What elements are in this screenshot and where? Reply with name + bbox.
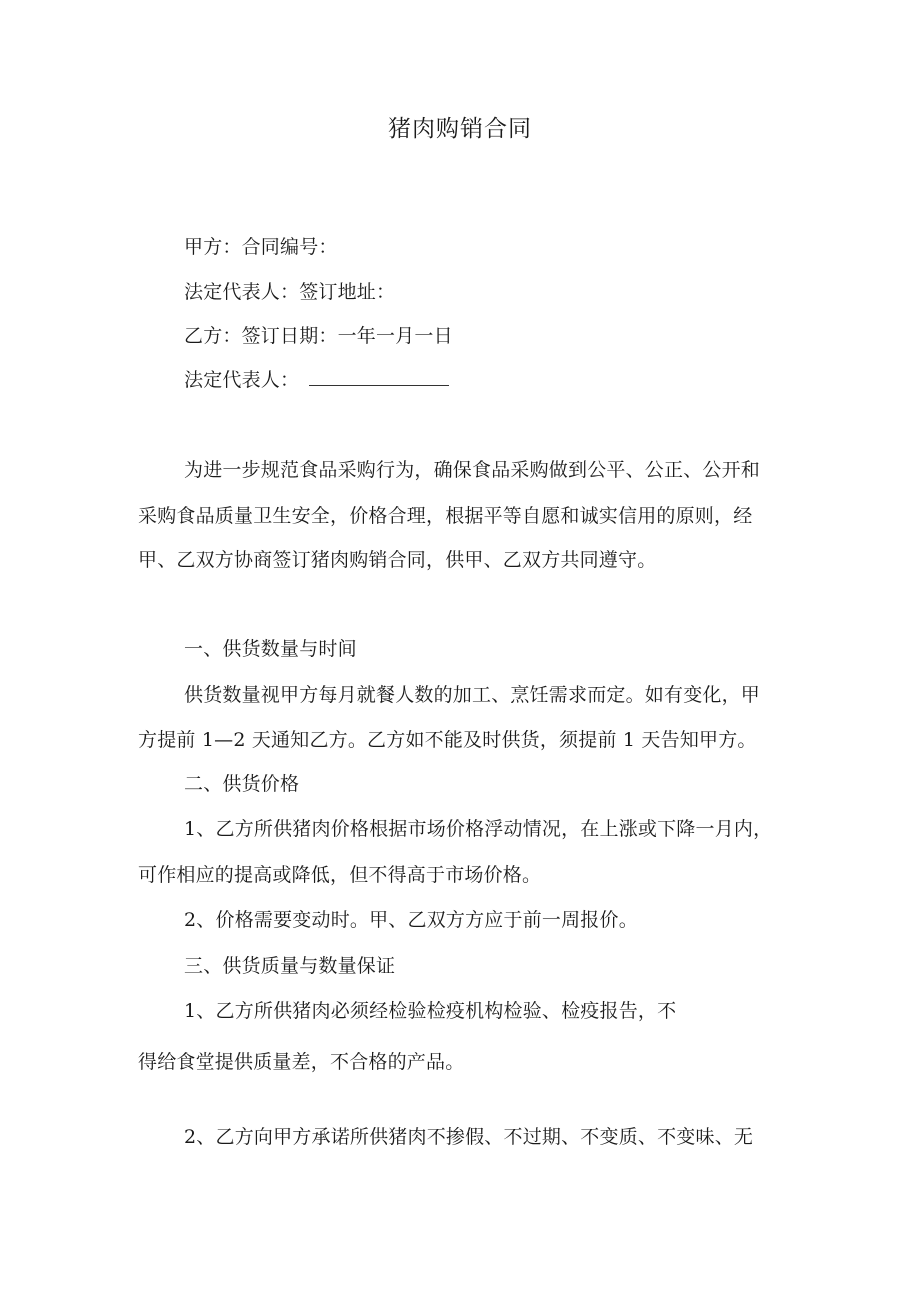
intro-line-2: 采购食品质量卫生安全，价格合理，根据平等自愿和诚实信用的原则，经	[138, 505, 753, 527]
section-2-heading: 二、供货价格	[184, 773, 300, 795]
intro-line-1: 为进一步规范食品采购行为，确保食品采购做到公平、公正、公开和	[184, 459, 761, 481]
legal-rep-b-label: 法定代表人：	[184, 369, 300, 391]
section-3-item-1-line-2: 得给食堂提供质量差，不合格的产品。	[138, 1051, 465, 1073]
section-1-heading: 一、供货数量与时间	[184, 638, 357, 660]
section-3-item-1-line-1: 1、乙方所供猪肉必须经检验检疫机构检验、检疫报告，不	[184, 1000, 677, 1022]
legal-rep-b-line	[184, 371, 449, 390]
party-b-line: 乙方：签订日期：一年一月一日	[184, 325, 453, 347]
section-2-item-1-line-2: 可作相应的提高或降低，但不得高于市场价格。	[138, 864, 542, 886]
document-title: 猪肉购销合同	[388, 116, 532, 142]
section-2-item-2: 2、价格需要变动时。甲、乙双方方应于前一周报价。	[184, 909, 638, 931]
signature-blank	[309, 371, 449, 386]
intro-line-3: 甲、乙双方协商签订猪肉购销合同，供甲、乙双方共同遵守。	[138, 549, 657, 571]
party-a-line: 甲方：合同编号：	[184, 236, 338, 258]
section-3-item-2-line-1: 2、乙方向甲方承诺所供猪肉不掺假、不过期、不变质、不变味、无	[184, 1126, 754, 1148]
legal-rep-a-line: 法定代表人：签订地址：	[184, 281, 396, 303]
section-3-heading: 三、供货质量与数量保证	[184, 955, 396, 977]
section-1-line-2: 方提前 1—2 天通知乙方。乙方如不能及时供货，须提前 1 天告知甲方。	[138, 729, 757, 751]
section-1-line-1: 供货数量视甲方每月就餐人数的加工、烹饪需求而定。如有变化，甲	[184, 684, 761, 706]
section-2-item-1-line-1: 1、乙方所供猪肉价格根据市场价格浮动情况，在上涨或下降一月内，	[184, 818, 773, 840]
